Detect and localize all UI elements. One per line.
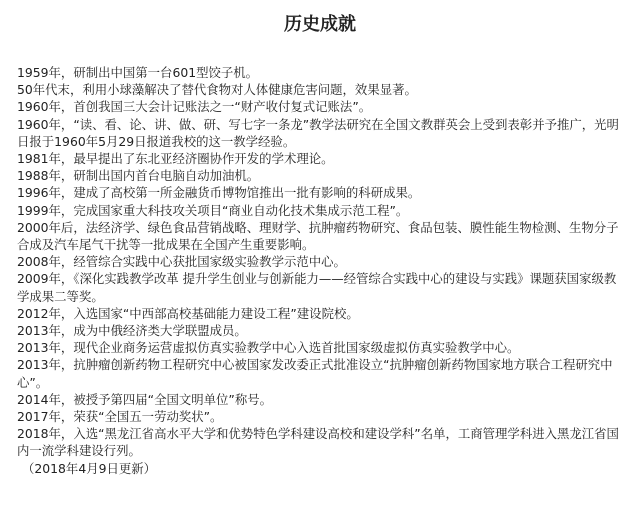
list-item: 2017年，荣获“全国五一劳动奖状”。 <box>17 409 223 425</box>
list-item: 2013年，现代企业商务运营虚拟仿真实验教学中心入选首批国家级虚拟仿真实验教学中心。 <box>17 340 520 356</box>
list-item: 1959年，研制出中国第一台601型饺子机。 <box>17 65 259 80</box>
list-item: 1988年，研制出国内首台电脑自动加油机。 <box>17 168 260 184</box>
list-item: 2012年，入选国家“中西部高校基础能力建设工程”建设院校。 <box>17 305 359 321</box>
list-item: 2014年，被授予第四届“全国文明单位”称号。 <box>17 391 273 407</box>
list-item: 1999年，完成国家重大科技攻关项目“商业自动化技术集成示范工程”。 <box>17 202 409 218</box>
list-item: 2009年，《深化实践教学改革 提升学生创业与创新能力——经管综合实践中心的建设与实践》课题获国家级教学成果二等奖。 <box>17 271 617 304</box>
list-item: 2008年，经管综合实践中心获批国家级实验教学示范中心。 <box>17 254 346 270</box>
list-item: 1960年，“读、看、论、讲、做、研、写七字一条龙”教学法研究在全国文教群英会上受到表彰并予推广，光明日报于1960年5月29日报道我校的这一教学经验。 <box>17 116 619 149</box>
update-date: （2018年4月9日更新） <box>22 460 157 476</box>
list-item: 2013年，成为中俄经济类大学联盟成员。 <box>17 323 247 339</box>
list-item: 2013年，抗肿瘤创新药物工程研究中心被国家发改委正式批准设立“抗肿瘤创新药物国家地方联合工程研究中心”。 <box>17 357 613 390</box>
list-item: 1960年，首创我国三大会计记账法之一“财产收付复式记账法”。 <box>17 99 372 115</box>
list-item: 50年代末，利用小球藻解决了替代食物对人体健康危害问题，效果显著。 <box>17 82 417 98</box>
list-item: 1996年，建成了高校第一所金融货币博物馆推出一批有影响的科研成果。 <box>17 185 421 201</box>
page-title: 历史成就 <box>284 14 356 35</box>
list-item: 1981年，最早提出了东北亚经济圈协作开发的学术理论。 <box>17 151 334 167</box>
list-item: 2000年后，法经济学、绿色食品营销战略、理财学、抗肿瘤药物研究、食品包装、膜性能生物检测、生物分子合成及汽车尾气干扰等一批成果在全国产生重要影响。 <box>17 219 619 253</box>
achievement-list <box>17 64 625 477</box>
list-item: 2018年，入选“黑龙江省高水平大学和优势特色学科建设高校和建设学科”名单，工商管理学科进入黑龙江省国内一流学科建设行列。 <box>17 426 619 459</box>
